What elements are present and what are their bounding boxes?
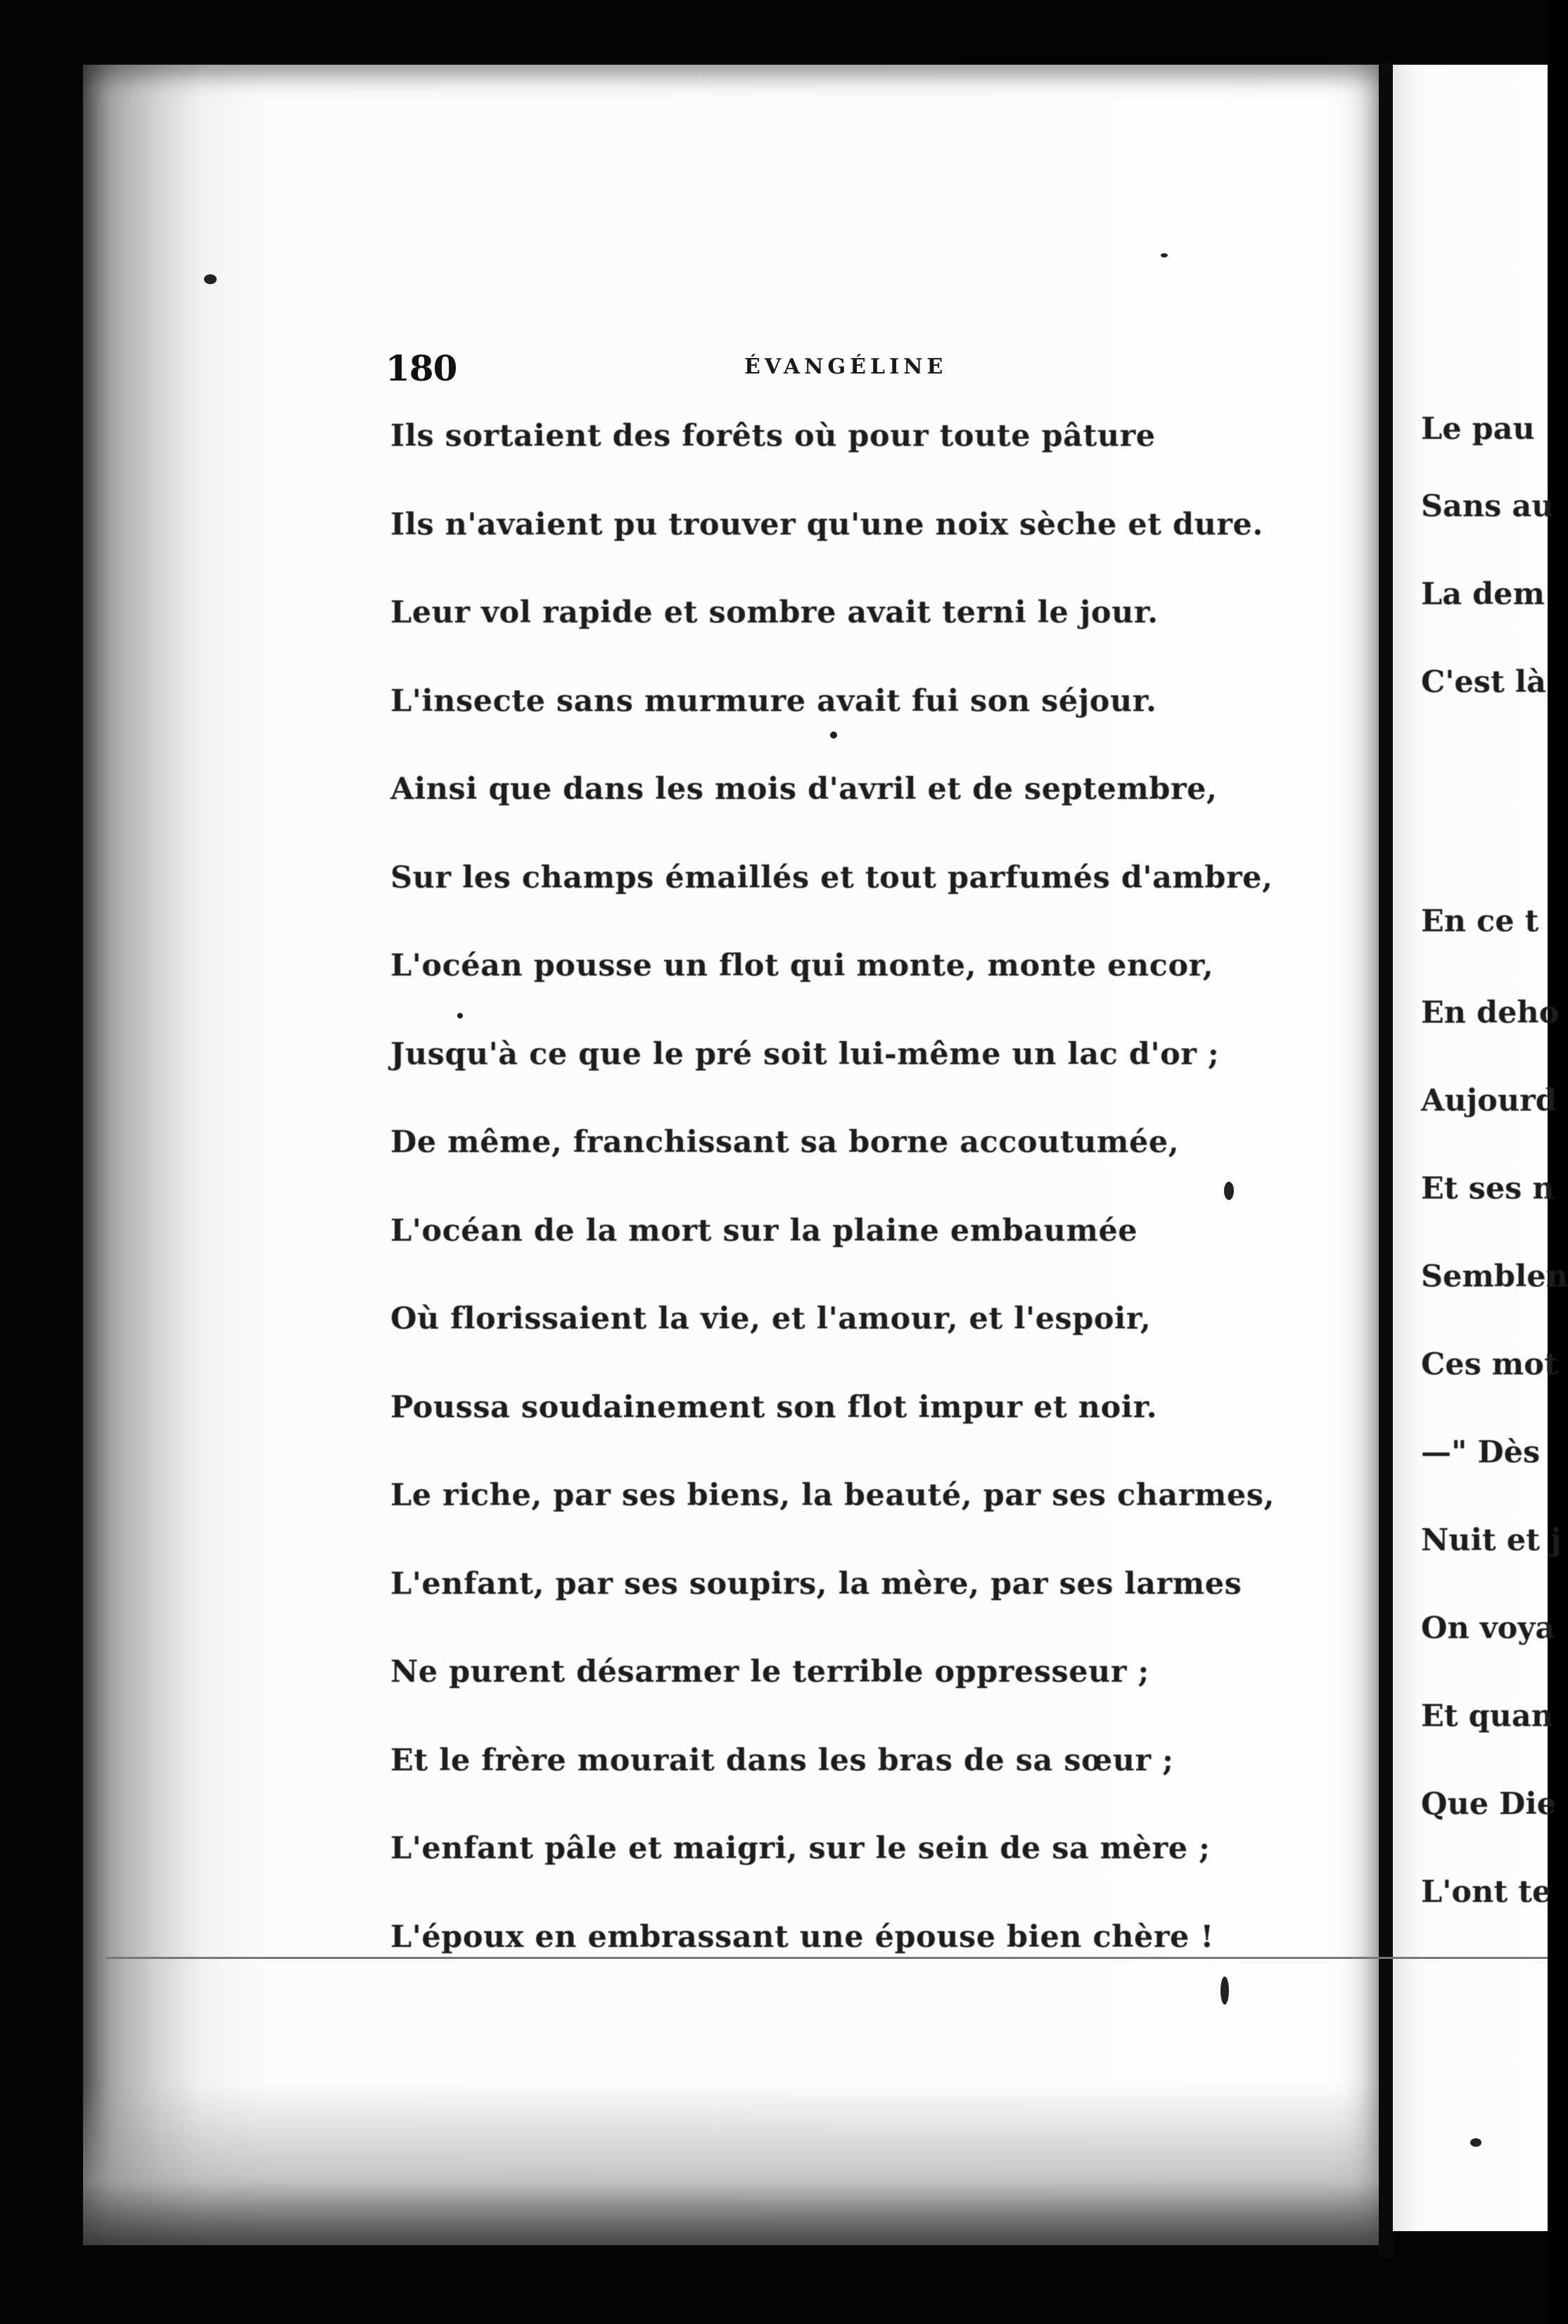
poem-line: L'enfant, par ses soupirs, la mère, par ses larmes bbox=[390, 1566, 1242, 1602]
next-page-fragment: L'ont te bbox=[1421, 1875, 1552, 1910]
running-title: ÉVANGÉLINE bbox=[744, 355, 948, 379]
page-gutter bbox=[1379, 63, 1393, 2258]
poem-line: L'océan pousse un flot qui monte, monte encor, bbox=[390, 948, 1214, 983]
poem-line: L'enfant pâle et maigri, sur le sein de sa mère ; bbox=[390, 1831, 1211, 1866]
poem-line: L'océan de la mort sur la plaine embaumée bbox=[390, 1213, 1138, 1249]
poem-line: Où florissaient la vie, et l'amour, et l'espoir, bbox=[390, 1301, 1152, 1336]
film-speck bbox=[1224, 1182, 1234, 1200]
page-number: 180 bbox=[385, 347, 457, 389]
next-page-fragment: La dem bbox=[1421, 577, 1545, 612]
next-page-fragment: Sans au bbox=[1421, 489, 1554, 524]
poem-line: Leur vol rapide et sombre avait terni le jour. bbox=[390, 595, 1159, 630]
next-page-fragment: Nuit et j bbox=[1421, 1523, 1562, 1558]
next-page-fragment: Le pau bbox=[1421, 411, 1535, 447]
poem-line: Et le frère mourait dans les bras de sa sœur ; bbox=[390, 1742, 1174, 1778]
poem-line: Le riche, par ses biens, la beauté, par ses charmes, bbox=[390, 1478, 1275, 1513]
poem-line: L'insecte sans murmure avait fui son séjour. bbox=[390, 683, 1157, 719]
film-speck bbox=[830, 732, 837, 739]
poem-line: Ils n'avaient pu trouver qu'une noix sèche et dure. bbox=[390, 506, 1263, 542]
next-page-fragment: —" Dès bbox=[1421, 1435, 1541, 1470]
film-speck bbox=[1220, 1977, 1229, 2005]
poem-text bbox=[390, 415, 1326, 2004]
poem-line: Sur les champs émaillés et tout parfumés d'ambre, bbox=[390, 860, 1273, 895]
film-speck bbox=[1161, 253, 1168, 257]
next-page-fragment: Semblen bbox=[1421, 1259, 1568, 1294]
next-page-fragment: Et ses n bbox=[1421, 1171, 1555, 1206]
film-speck bbox=[457, 1013, 463, 1019]
poem-line: L'époux en embrassant une épouse bien chère ! bbox=[390, 1919, 1214, 1955]
film-speck bbox=[204, 274, 217, 284]
next-page-fragment: On voya bbox=[1421, 1611, 1555, 1646]
next-page-text bbox=[1421, 408, 1568, 1955]
next-page-fragment: Que Die bbox=[1421, 1787, 1557, 1822]
next-page-fragment: En ce t bbox=[1421, 904, 1539, 939]
poem-line: Ainsi que dans les mois d'avril et de septembre, bbox=[390, 772, 1218, 807]
poem-line: De même, franchissant sa borne accoutumée, bbox=[390, 1125, 1180, 1160]
poem-line: Ne purent désarmer le terrible oppresseur ; bbox=[390, 1654, 1149, 1690]
next-page-fragment: Aujourd bbox=[1421, 1083, 1557, 1118]
running-header bbox=[385, 347, 1258, 390]
next-page-fragment: En deho bbox=[1421, 995, 1560, 1030]
next-page-fragment: Et quan bbox=[1421, 1699, 1554, 1734]
poem-line: Ils sortaient des forêts où pour toute pâture bbox=[390, 419, 1156, 454]
poem-line: Poussa soudainement son flot impur et noir. bbox=[390, 1389, 1158, 1425]
film-speck bbox=[1470, 2138, 1481, 2147]
next-page-fragment: Ces mot bbox=[1421, 1347, 1558, 1382]
next-page-fragment: C'est là bbox=[1421, 665, 1546, 700]
poem-line: Jusqu'à ce que le pré soit lui-même un lac d'or ; bbox=[390, 1036, 1220, 1072]
